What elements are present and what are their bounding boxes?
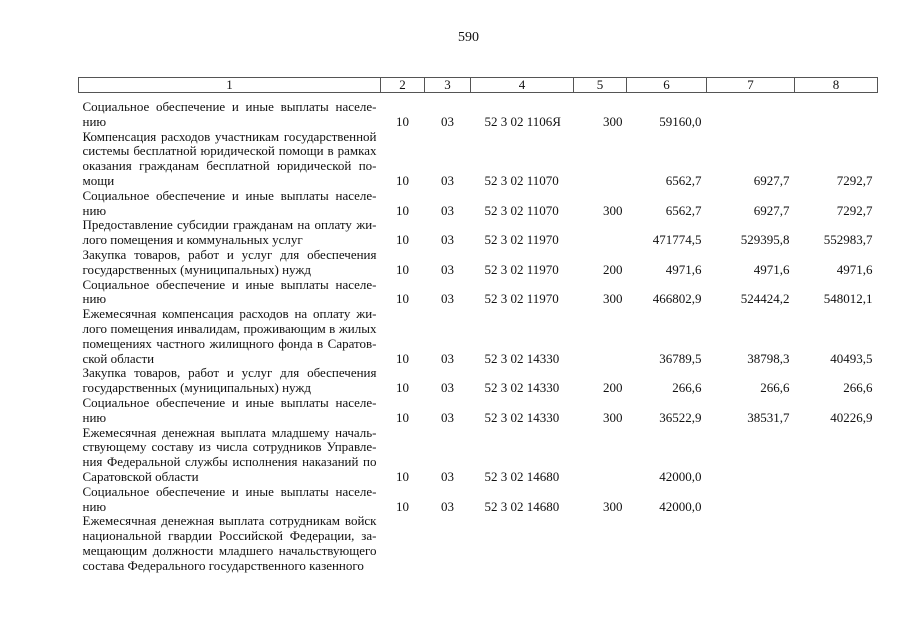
column-header: 6 [627, 78, 707, 93]
amount-year-3: 548012,1 [823, 291, 873, 307]
amount-year-2: 6927,7 [753, 202, 790, 218]
section-code: 10 [396, 380, 409, 396]
table-row [79, 130, 878, 189]
amount-year-3 [795, 485, 878, 515]
amount-year-1: 266,6 [672, 380, 702, 396]
row-description: Социальное обеспечение и иные выплаты населе-нию [82, 483, 377, 514]
amount-year-1: 6562,7 [665, 172, 702, 188]
amount-year-2 [707, 93, 795, 130]
row-description: Закупка товаров, работ и услуг для обеспечения государственных (муниципальных) нужд [82, 365, 377, 396]
table-row [79, 366, 878, 396]
row-description: Социальное обеспечение и иные выплаты населе-нию [82, 276, 377, 307]
amount-year-1: 36522,9 [659, 409, 702, 425]
section-code: 10 [396, 261, 409, 277]
expense-type-code: 300 [603, 409, 623, 425]
column-header: 8 [795, 78, 878, 93]
table-row [79, 426, 878, 485]
subsection-code: 03 [441, 498, 454, 514]
amount-year-1: 36789,5 [659, 350, 702, 366]
amount-year-2: 529395,8 [740, 232, 790, 248]
expense-type-code [574, 218, 627, 248]
amount-year-1: 466802,9 [652, 291, 702, 307]
column-header: 1 [79, 78, 381, 93]
target-article-code: 52 3 02 1106Я [484, 113, 561, 129]
target-article-code: 52 3 02 14680 [484, 498, 560, 514]
subsection-code [425, 514, 471, 573]
amount-year-2: 266,6 [760, 380, 790, 396]
amount-year-1: 59160,0 [659, 113, 702, 129]
column-header: 3 [425, 78, 471, 93]
row-description: Социальное обеспечение и иные выплаты населе-нию [82, 394, 377, 425]
table-row [79, 278, 878, 308]
section-code: 10 [396, 350, 409, 366]
section-code: 10 [396, 113, 409, 129]
expense-type-code: 300 [603, 291, 623, 307]
target-article-code: 52 3 02 11970 [484, 291, 559, 307]
column-number-row [79, 78, 878, 93]
table-row [79, 218, 878, 248]
amount-year-1: 471774,5 [652, 232, 702, 248]
column-header: 2 [381, 78, 425, 93]
section-code: 10 [396, 172, 409, 188]
amount-year-2 [707, 426, 795, 485]
subsection-code: 03 [441, 468, 454, 484]
target-article-code: 52 3 02 11070 [484, 202, 559, 218]
amount-year-3: 552983,7 [823, 232, 873, 248]
expense-type-code: 300 [603, 202, 623, 218]
column-header: 4 [471, 78, 574, 93]
amount-year-2: 6927,7 [753, 172, 790, 188]
amount-year-1: 42000,0 [659, 468, 702, 484]
expense-type-code [574, 307, 627, 366]
amount-year-3: 7292,7 [836, 202, 873, 218]
amount-year-1: 6562,7 [665, 202, 702, 218]
amount-year-1 [627, 514, 707, 573]
expense-type-code: 200 [603, 261, 623, 277]
target-article-code: 52 3 02 14330 [484, 380, 560, 396]
amount-year-3 [795, 426, 878, 485]
subsection-code: 03 [441, 113, 454, 129]
target-article-code: 52 3 02 14680 [484, 468, 560, 484]
row-description: Социальное обеспечение и иные выплаты населе-нию [82, 99, 377, 129]
expense-type-code: 300 [603, 113, 623, 129]
column-header: 5 [574, 78, 627, 93]
section-code: 10 [396, 409, 409, 425]
amount-year-3: 266,6 [843, 380, 873, 396]
target-article-code: 52 3 02 11070 [484, 172, 559, 188]
subsection-code: 03 [441, 232, 454, 248]
section-code: 10 [396, 202, 409, 218]
amount-year-1: 42000,0 [659, 498, 702, 514]
subsection-code: 03 [441, 202, 454, 218]
table-row [79, 514, 878, 573]
section-code: 10 [396, 468, 409, 484]
target-article-code: 52 3 02 14330 [484, 350, 560, 366]
amount-year-2: 38531,7 [747, 409, 790, 425]
subsection-code: 03 [441, 291, 454, 307]
target-article-code [471, 514, 574, 573]
table-row [79, 396, 878, 426]
subsection-code: 03 [441, 350, 454, 366]
subsection-code: 03 [441, 409, 454, 425]
amount-year-2 [707, 485, 795, 515]
target-article-code: 52 3 02 14330 [484, 409, 560, 425]
budget-table [78, 77, 878, 574]
expense-type-code [574, 130, 627, 189]
target-article-code: 52 3 02 11970 [484, 261, 559, 277]
target-article-code: 52 3 02 11970 [484, 232, 559, 248]
row-description: Ежемесячная денежная выплата младшему началь-ствующему составу из числа сотрудников Управле-ния Федеральной службы исполнения наказаний по Саратовской области [82, 424, 377, 484]
amount-year-3: 40226,9 [830, 409, 873, 425]
amount-year-3 [795, 514, 878, 573]
amount-year-3 [795, 93, 878, 130]
table-row [79, 189, 878, 219]
row-description: Ежемесячная компенсация расходов на оплату жи-лого помещения инвалидам, проживающим в жилых помещениях частного жилищного фонда в Саратов-ской области [82, 306, 377, 366]
amount-year-3: 40493,5 [830, 350, 873, 366]
section-code: 10 [396, 498, 409, 514]
section-code [381, 514, 425, 573]
expense-type-code [574, 514, 627, 573]
amount-year-2: 38798,3 [747, 350, 790, 366]
table-row [79, 93, 878, 130]
row-description: Компенсация расходов участникам государственной системы бесплатной юридической помощи в рамках оказания гражданам бесплатной юридической по-мощи [82, 128, 377, 188]
section-code: 10 [396, 291, 409, 307]
amount-year-2 [707, 514, 795, 573]
subsection-code: 03 [441, 261, 454, 277]
section-code: 10 [396, 232, 409, 248]
table-row [79, 485, 878, 515]
column-header: 7 [707, 78, 795, 93]
row-description: Предоставление субсидии гражданам на оплату жи-лого помещения и коммунальных услуг [82, 217, 377, 248]
page-number: 590 [458, 30, 479, 45]
expense-type-code [574, 426, 627, 485]
amount-year-3: 7292,7 [836, 172, 873, 188]
subsection-code: 03 [441, 380, 454, 396]
row-description: Ежемесячная денежная выплата сотрудникам войск национальной гвардии Российской Федерации, за-мещающим должности младшего начальствующего состава Федерального государственного казенного [82, 513, 377, 573]
amount-year-3: 4971,6 [836, 261, 873, 277]
table-row [79, 248, 878, 278]
amount-year-2: 524424,2 [740, 291, 790, 307]
amount-year-1: 4971,6 [665, 261, 702, 277]
subsection-code: 03 [441, 172, 454, 188]
row-description: Социальное обеспечение и иные выплаты населе-нию [82, 187, 377, 218]
expense-type-code: 200 [603, 380, 623, 396]
expense-type-code: 300 [603, 498, 623, 514]
table-row [79, 307, 878, 366]
row-description: Закупка товаров, работ и услуг для обеспечения государственных (муниципальных) нужд [82, 246, 377, 277]
amount-year-2: 4971,6 [753, 261, 790, 277]
